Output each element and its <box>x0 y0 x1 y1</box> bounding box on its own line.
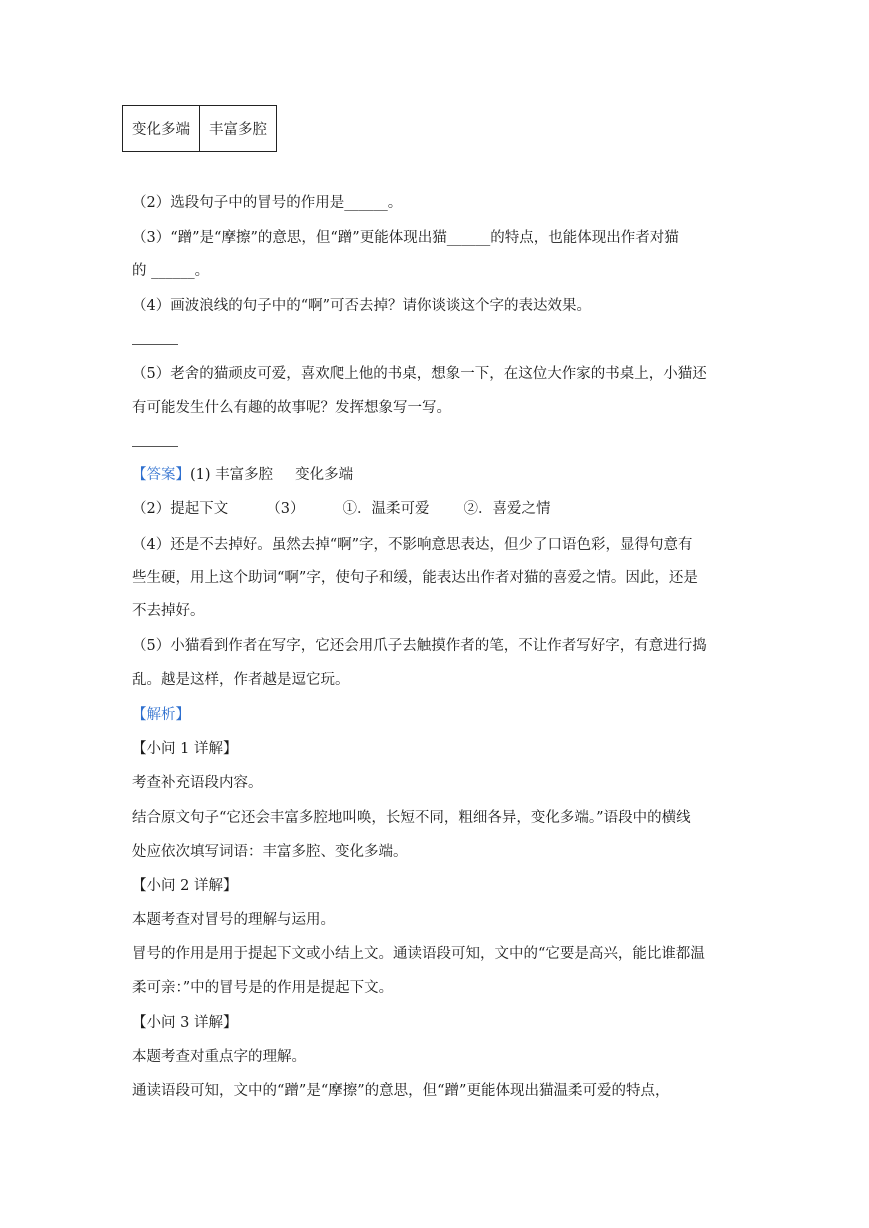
answer-4-line: 不去掉好。 <box>132 603 205 619</box>
answer-1-part: 变化多端 <box>295 467 354 483</box>
question-5-line: （5）老舍的猫顽皮可爱，喜欢爬上他的书桌，想象一下，在这位大作家的书桌上，小猫还 <box>132 366 707 382</box>
question-2: （2）选段句子中的冒号的作用是______。 <box>132 195 403 211</box>
answer-blank-line <box>132 344 178 345</box>
question-4: （4）画波浪线的句子中的“啊”可否去掉？请你谈谈这个字的表达效果。 <box>132 298 592 314</box>
analysis-label: 【解析】 <box>132 707 190 723</box>
subquestion-3-title: 【小问 3 详解】 <box>132 1015 238 1031</box>
answer-3-part: ②．喜爱之情 <box>463 501 551 517</box>
table-row <box>123 106 277 152</box>
answer-1 <box>132 465 742 485</box>
answer-4-line: （4）还是不去掉好。虽然去掉“啊”字，不影响意思表达，但少了口语色彩，显得句意有 <box>132 537 693 553</box>
analysis-text: 处应依次填写词语：丰富多腔、变化多端。 <box>132 844 408 860</box>
question-5-line: 有可能发生什么有趣的故事呢？发挥想象写一写。 <box>132 400 451 416</box>
analysis-text: 考查补充语段内容。 <box>132 775 263 791</box>
answer-label: 【答案】 <box>132 467 190 483</box>
subquestion-1-title: 【小问 1 详解】 <box>132 741 238 757</box>
answer-2-3 <box>132 499 742 519</box>
table-cell: 丰富多腔 <box>200 106 277 152</box>
answer-table <box>122 105 277 152</box>
answer-4-line: 些生硬，用上这个助词“啊”字，使句子和缓，能表达出作者对猫的喜爱之情。因此，还是 <box>132 570 698 586</box>
analysis-text: 本题考查对冒号的理解与运用。 <box>132 912 335 928</box>
question-3-line: （3）“蹭”是“摩擦”的意思，但“蹭”更能体现出猫______的特点，也能体现出作者对猫 <box>132 230 679 246</box>
answer-1-part: 丰富多腔 <box>215 467 274 483</box>
analysis-text: 结合原文句子“它还会丰富多腔地叫唤，长短不同，粗细各异，变化多端。”语段中的横线 <box>132 810 691 826</box>
analysis-text: 柔可亲：”中的冒号是的作用是提起下文。 <box>132 980 394 996</box>
answer-1-number: (1) <box>190 467 211 483</box>
answer-2: （2）提起下文 <box>132 501 229 517</box>
table-cell: 变化多端 <box>123 106 200 152</box>
answer-5-line: 乱。越是这样，作者越是逗它玩。 <box>132 672 350 688</box>
answer-5-line: （5）小猫看到作者在写字，它还会用爪子去触摸作者的笔，不让作者写好字，有意进行捣 <box>132 638 707 654</box>
analysis-text: 本题考查对重点字的理解。 <box>132 1049 306 1065</box>
answer-3-part: ①．温柔可爱 <box>342 501 430 517</box>
answer-3-number: （3） <box>266 501 305 517</box>
answer-blank-line <box>132 446 178 447</box>
question-3-line: 的 ______。 <box>132 263 210 279</box>
analysis-text: 冒号的作用是用于提起下文或小结上文。通读语段可知，文中的“它要是高兴，能比谁都温 <box>132 946 705 962</box>
subquestion-2-title: 【小问 2 详解】 <box>132 878 238 894</box>
analysis-text: 通读语段可知，文中的“蹭”是“摩擦”的意思，但“蹭”更能体现出猫温柔可爱的特点， <box>132 1083 670 1099</box>
